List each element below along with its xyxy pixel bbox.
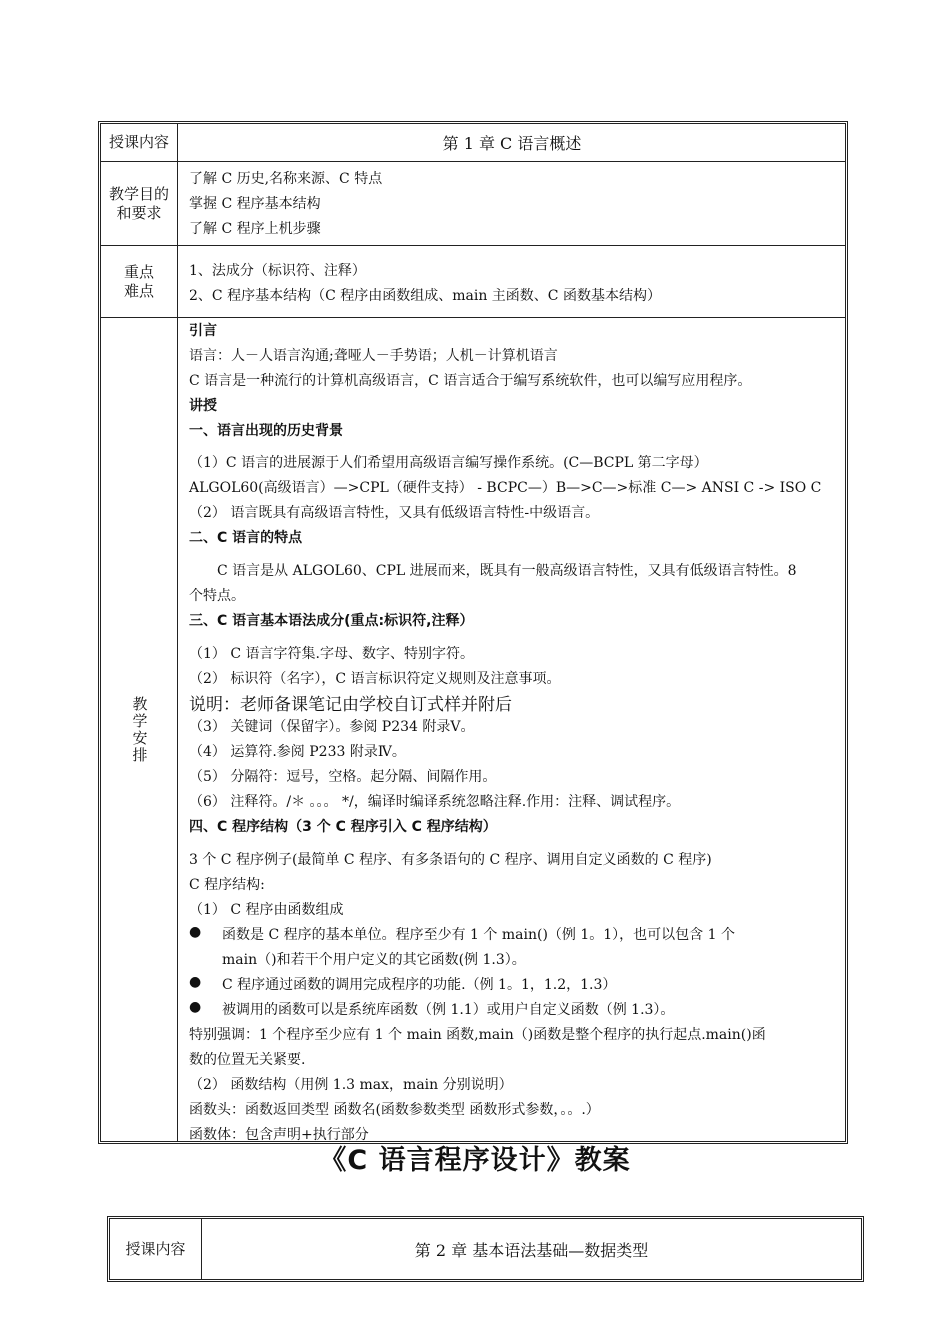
plan-line: （2） 语言既具有高级语言特性，又具有低级语言特性-中级语言。 xyxy=(189,505,600,521)
plan-line: （4） 运算符.参阅 P233 附录Ⅳ。 xyxy=(189,744,406,760)
objective-line: 了解 C 程序上机步骤 xyxy=(189,221,321,237)
label-course-content-2: 授课内容 xyxy=(110,1219,202,1279)
plan-line: ALGOL60(高级语言）—>CPL（硬件支持） - BCPC—）B—>C—>标准 C—> ANSI C -> ISO C xyxy=(189,480,822,496)
section-heading: 四、C 程序结构（3 个 C 程序引入 C 程序结构） xyxy=(189,819,497,835)
plan-line: 语言：人－人语言沟通;聋哑人－手势语；人机－计算机语言 xyxy=(189,348,558,364)
page-title: 《C 语言程序设计》教案 xyxy=(319,1145,631,1176)
lesson-table-1 xyxy=(98,121,848,1144)
plan-line: （6） 注释符。/＊ 。。。 */，编译时编译系统忽略注释.作用：注释、调试程序。 xyxy=(189,794,681,810)
row-course-content xyxy=(101,124,845,162)
row-key-points xyxy=(101,246,845,318)
teaching-plan-content xyxy=(179,318,845,1141)
plan-line: （2） 标识符（名字），C 语言标识符定义规则及注意事项。 xyxy=(189,671,561,687)
row-objectives xyxy=(101,162,845,246)
lesson-table-2 xyxy=(107,1216,864,1282)
plan-line: 数的位置无关紧要. xyxy=(189,1052,306,1068)
plan-line: （1） C 语言字符集.字母、数字、特别字符。 xyxy=(189,646,474,662)
plan-line: （2） 函数结构（用例 1.3 max，main 分别说明） xyxy=(189,1077,513,1093)
label-objectives: 教学目的 和要求 xyxy=(101,162,178,245)
plan-line: C 程序结构: xyxy=(189,877,265,893)
section-heading: 二、C 语言的特点 xyxy=(189,530,303,546)
bullet-icon: ● xyxy=(189,924,202,940)
section-lecture: 讲授 xyxy=(189,398,217,414)
chapter-title-2: 第 2 章 基本语法基础—数据类型 xyxy=(414,1240,649,1260)
label-course-content: 授课内容 xyxy=(101,124,178,161)
plan-note: 说明：老师备课笔记由学校自订式样并附后 xyxy=(189,695,512,715)
label-key-points: 重点 难点 xyxy=(101,246,178,317)
plan-line: 函数体：包含声明+执行部分 xyxy=(189,1127,369,1143)
plan-line: C 语言是从 ALGOL60、CPL 进展而来，既具有一般高级语言特性，又具有低级语言特性。8 xyxy=(217,563,797,579)
section-heading: 三、C 语言基本语法成分(重点:标识符,注释） xyxy=(189,613,474,629)
objective-line: 了解 C 历史,名称来源、C 特点 xyxy=(189,171,383,187)
objective-line: 掌握 C 程序基本结构 xyxy=(189,196,321,212)
bullet-icon: ● xyxy=(189,974,202,990)
label-teaching-plan: 教学安排 xyxy=(101,318,178,1141)
objectives-content xyxy=(179,162,845,245)
plan-line: C 语言是一种流行的计算机高级语言，C 语言适合于编写系统软件，也可以编写应用程序。 xyxy=(189,373,752,389)
plan-line: 3 个 C 程序例子(最简单 C 程序、有多条语句的 C 程序、调用自定义函数的 C 程序) xyxy=(189,852,712,868)
plan-line: 被调用的函数可以是系统库函数（例 1.1）或用户自定义函数（例 1.3）。 xyxy=(222,1002,675,1018)
plan-line: （1）C 语言的进展源于人们希望用高级语言编写操作系统。(C—BCPL 第二字母） xyxy=(189,455,708,471)
plan-line: 函数是 C 程序的基本单位。程序至少有 1 个 main()（例 1。1），也可以包含 1 个 xyxy=(222,927,735,943)
plan-line: 函数头：函数返回类型 函数名(函数参数类型 函数形式参数，。。.） xyxy=(189,1102,600,1118)
row-teaching-plan xyxy=(101,318,845,1141)
plan-line: C 程序通过函数的调用完成程序的功能.（例 1。1，1.2，1.3） xyxy=(222,977,617,993)
chapter-title: 第 1 章 C 语言概述 xyxy=(442,134,582,153)
key-points-content xyxy=(179,246,845,317)
bullet-icon: ● xyxy=(189,999,202,1015)
plan-line: （1） C 程序由函数组成 xyxy=(189,902,344,918)
plan-line: 特别强调：1 个程序至少应有 1 个 main 函数,main（)函数是整个程序的执行起点.main()函 xyxy=(189,1027,766,1043)
key-point-line: 1、法成分（标识符、注释） xyxy=(189,263,366,279)
key-point-line: 2、C 程序基本结构（C 程序由函数组成、main 主函数、C 函数基本结构） xyxy=(189,288,661,304)
section-intro: 引言 xyxy=(189,323,217,339)
section-heading: 一、语言出现的历史背景 xyxy=(189,423,343,439)
plan-line: （3） 关键词（保留字）。参阅 P234 附录Ⅴ。 xyxy=(189,719,475,735)
plan-line: （5） 分隔符：逗号，空格。起分隔、间隔作用。 xyxy=(189,769,497,785)
plan-line: main（)和若干个用户定义的其它函数(例 1.3）。 xyxy=(222,952,526,968)
plan-line: 个特点。 xyxy=(189,588,245,604)
